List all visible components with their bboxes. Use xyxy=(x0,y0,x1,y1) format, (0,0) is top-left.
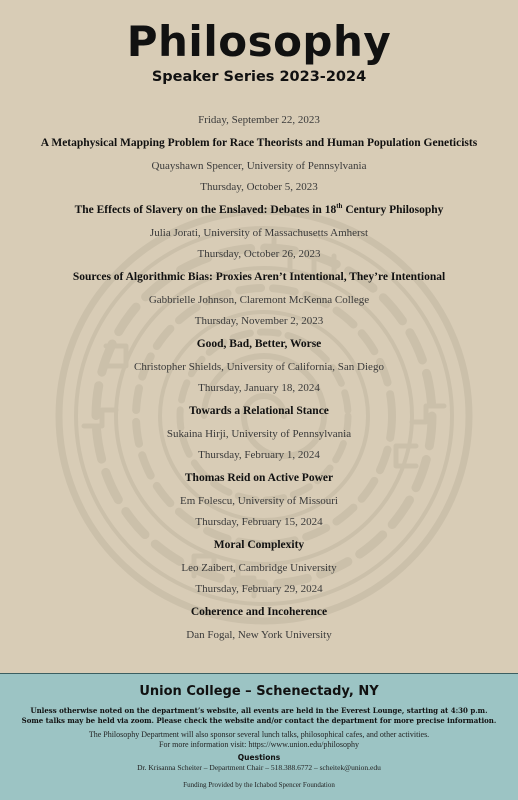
event-speaker: Julia Jorati, University of Massachusetts Amherst xyxy=(149,227,369,239)
contact-info[interactable]: Dr. Krisanna Scheiter – Department Chair – 518.388.6772 – scheitek@union.edu xyxy=(137,763,381,772)
event-date: Thursday, February 15, 2024 xyxy=(195,516,323,528)
event-item xyxy=(0,515,518,582)
event-item xyxy=(0,582,518,649)
event-speaker: Quayshawn Spencer, University of Pennsylvania xyxy=(151,160,367,172)
event-item xyxy=(0,448,518,515)
event-item xyxy=(0,180,518,247)
footer xyxy=(0,673,518,800)
website-link[interactable]: For more information visit: https://www.union.edu/philosophy xyxy=(159,740,359,749)
event-date: Thursday, October 26, 2023 xyxy=(197,248,321,260)
event-title: Thomas Reid on Active Power xyxy=(184,472,334,484)
event-date: Friday, September 22, 2023 xyxy=(198,114,320,126)
event-title-text: Century Philosophy xyxy=(342,204,444,216)
event-speaker: Dan Fogal, New York University xyxy=(186,629,332,641)
event-title: Coherence and Incoherence xyxy=(190,606,328,618)
event-speaker: Leo Zaibert, Cambridge University xyxy=(181,562,337,574)
page-title: Philosophy xyxy=(126,17,392,66)
activities-info: The Philosophy Department will also sponsor several lunch talks, philosophical cafes, and other activities. xyxy=(88,730,430,739)
event-date: Thursday, February 1, 2024 xyxy=(198,449,320,461)
event-date: Thursday, February 29, 2024 xyxy=(195,583,323,595)
event-speaker: Christopher Shields, University of California, San Diego xyxy=(134,361,384,373)
event-title xyxy=(0,203,518,217)
footer-heading: Union College – Schenectady, NY xyxy=(139,684,379,699)
event-title: Sources of Algorithmic Bias: Proxies Aren’t Intentional, They’re Intentional xyxy=(72,271,446,283)
questions-heading: Questions xyxy=(237,753,281,762)
event-date: Thursday, October 5, 2023 xyxy=(200,181,318,193)
event-date: Thursday, January 18, 2024 xyxy=(198,382,320,394)
event-item xyxy=(0,113,518,180)
event-title-superscript: th xyxy=(336,202,343,211)
event-item xyxy=(0,381,518,448)
funding-credit: Funding Provided by the Ichabod Spencer Foundation xyxy=(183,781,335,789)
event-item xyxy=(0,247,518,314)
event-speaker: Gabbrielle Johnson, Claremont McKenna College xyxy=(148,294,370,306)
event-item xyxy=(0,314,518,381)
venue-notice: Unless otherwise noted on the department’s website, all events are held in the Everest Lounge, starting at 4:30 p.m. xyxy=(30,706,488,715)
event-title: Good, Bad, Better, Worse xyxy=(196,338,322,350)
event-speaker: Sukaina Hirji, University of Pennsylvania xyxy=(166,428,352,440)
event-date: Thursday, November 2, 2023 xyxy=(194,315,324,327)
zoom-notice: Some talks may be held via zoom. Please check the website and/or contact the department for more precise information. xyxy=(21,716,497,725)
event-speaker: Em Folescu, University of Missouri xyxy=(180,495,338,507)
event-title: Towards a Relational Stance xyxy=(189,405,329,417)
event-title: A Metaphysical Mapping Problem for Race Theorists and Human Population Geneticists xyxy=(40,137,478,149)
page-subtitle: Speaker Series 2023-2024 xyxy=(151,69,367,85)
header xyxy=(0,18,518,86)
event-title: Moral Complexity xyxy=(213,539,305,551)
event-title-text: The Effects of Slavery on the Enslaved: Debates in 18 xyxy=(74,204,337,216)
event-list xyxy=(0,113,518,649)
